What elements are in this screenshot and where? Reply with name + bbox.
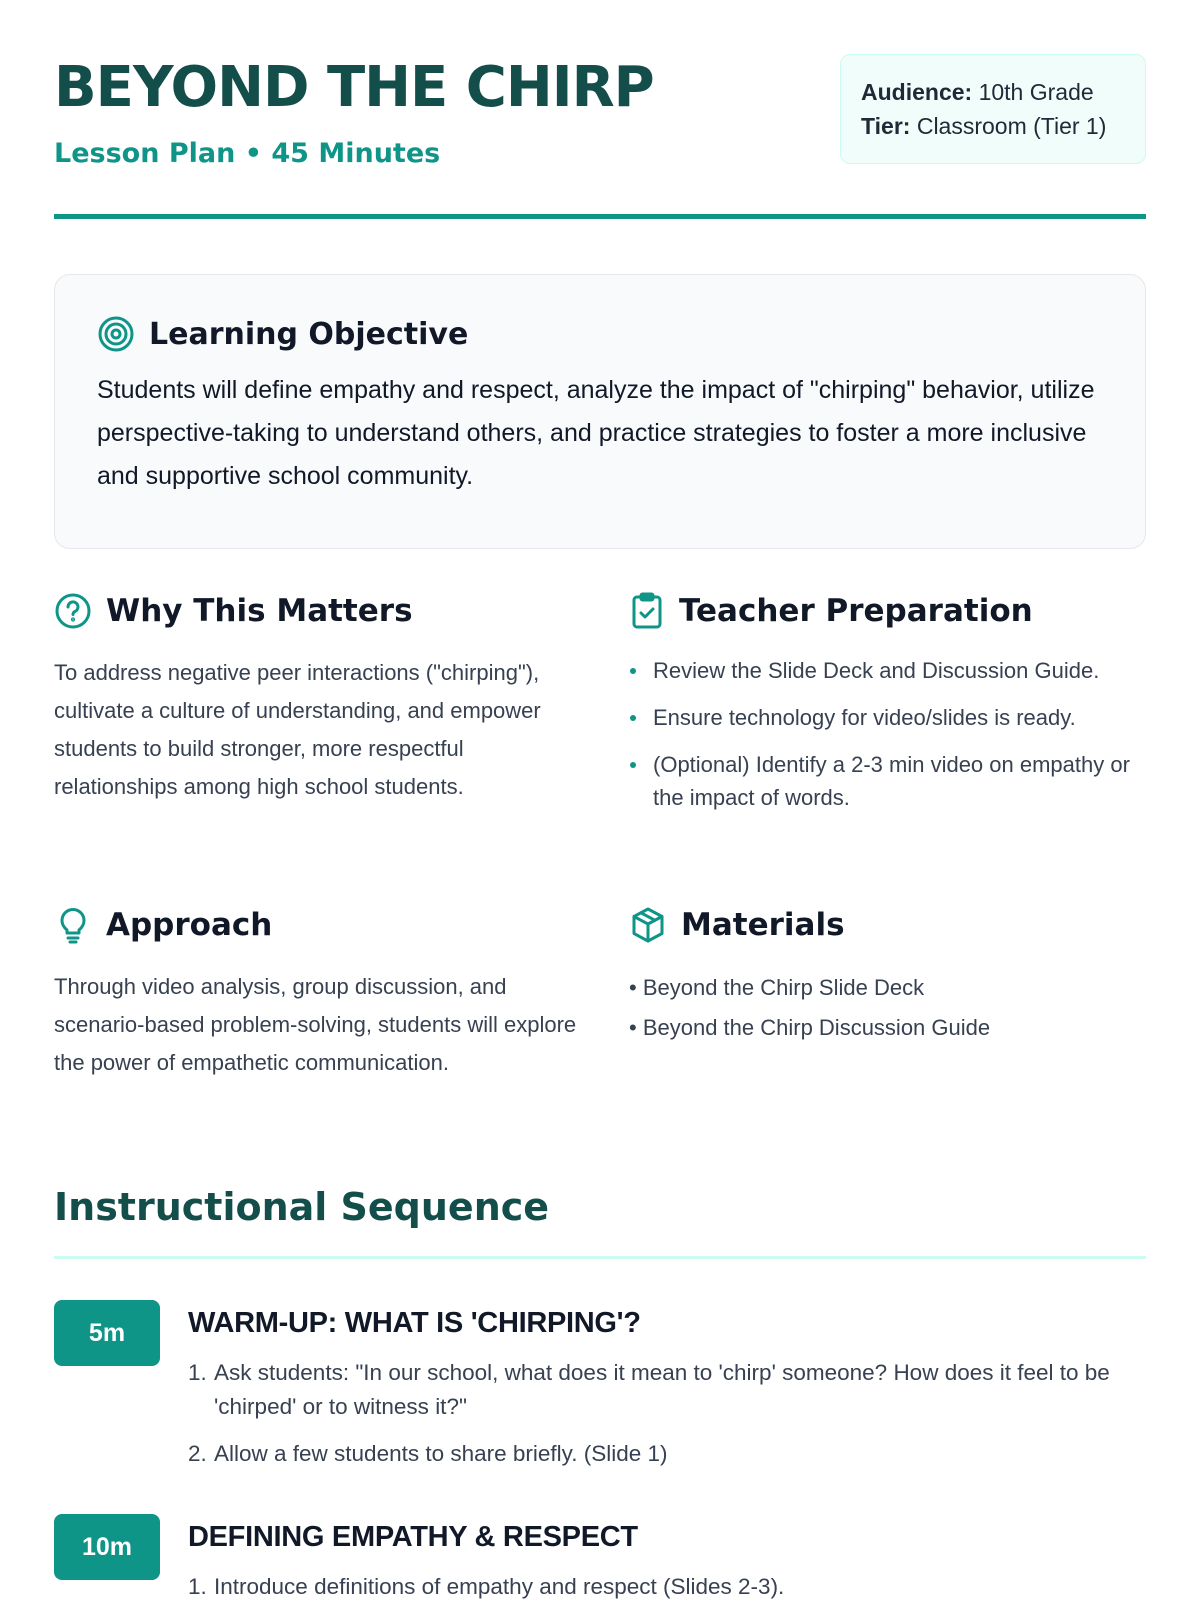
list-item: 2. Allow a few students to share briefly. (Slide 1) (188, 1441, 668, 1466)
tier-line (861, 109, 1125, 143)
question-circle-icon (54, 592, 92, 630)
step-list (188, 1570, 1146, 1600)
prep-heading: Teacher Preparation (679, 593, 1033, 629)
lightbulb-icon (54, 906, 92, 944)
list-item: Review the Slide Deck and Discussion Guide. (629, 654, 1149, 687)
page-title: BEYOND THE CHIRP (54, 55, 654, 120)
list-item: (Optional) Identify a 2-3 min video on empathy or the impact of words. (629, 748, 1149, 814)
page-subtitle: Lesson Plan • 45 Minutes (54, 138, 441, 169)
sequence-heading: Instructional Sequence (54, 1185, 550, 1229)
duration-badge: 5m (54, 1300, 160, 1366)
list-item: • Beyond the Chirp Discussion Guide (629, 1015, 991, 1040)
why-this-matters-section (54, 592, 584, 806)
duration-badge: 10m (54, 1514, 160, 1580)
objective-text: Students will define empathy and respect, analyze the impact of "chirping" behavior, utilize perspective-taking to understand others, and practice strategies to foster a more inclusive and supportive school community. (97, 376, 1095, 490)
approach-text: Through video analysis, group discussion, and scenario-based problem-solving, students will explore the power of empathetic communication. (54, 974, 577, 1075)
audience-tier-box (840, 54, 1146, 164)
step-title: DEFINING EMPATHY & RESPECT (188, 1521, 638, 1553)
audience-value: 10th Grade (978, 79, 1094, 105)
materials-section (629, 906, 1149, 1048)
step-title: WARM-UP: WHAT IS 'CHIRPING'? (188, 1307, 641, 1339)
target-icon (97, 315, 135, 353)
list-item: 1. Ask students: "In our school, what does it mean to 'chirp' someone? How does it feel to be 'chirped' or to witness it?" (188, 1360, 1110, 1419)
teacher-preparation-section (629, 592, 1149, 828)
package-icon (629, 906, 667, 944)
objective-heading: Learning Objective (149, 316, 469, 352)
step-list (188, 1356, 1146, 1471)
prep-list (629, 654, 1149, 814)
audience-label: Audience: (861, 79, 973, 105)
approach-heading: Approach (106, 907, 273, 943)
list-item: 1. Introduce definitions of empathy and respect (Slides 2-3). (188, 1574, 785, 1599)
learning-objective-card (54, 274, 1146, 549)
tier-value: Classroom (Tier 1) (916, 113, 1107, 139)
why-heading: Why This Matters (106, 593, 413, 629)
materials-heading: Materials (681, 907, 845, 943)
sequence-step (54, 1514, 1146, 1600)
materials-list (629, 968, 1149, 1048)
why-text: To address negative peer interactions ("chirping"), cultivate a culture of understanding, and empower students to build stronger, more respectful relationships among high school students. (54, 660, 541, 799)
list-item: • Beyond the Chirp Slide Deck (629, 975, 925, 1000)
audience-line (861, 75, 1125, 109)
sequence-divider (54, 1256, 1146, 1259)
page-header (54, 54, 1146, 224)
sequence-step (54, 1300, 1146, 1490)
list-item: Ensure technology for video/slides is ready. (629, 701, 1149, 734)
clipboard-check-icon (629, 592, 665, 630)
tier-label: Tier: (861, 113, 911, 139)
header-divider (54, 214, 1146, 219)
approach-section (54, 906, 584, 1082)
